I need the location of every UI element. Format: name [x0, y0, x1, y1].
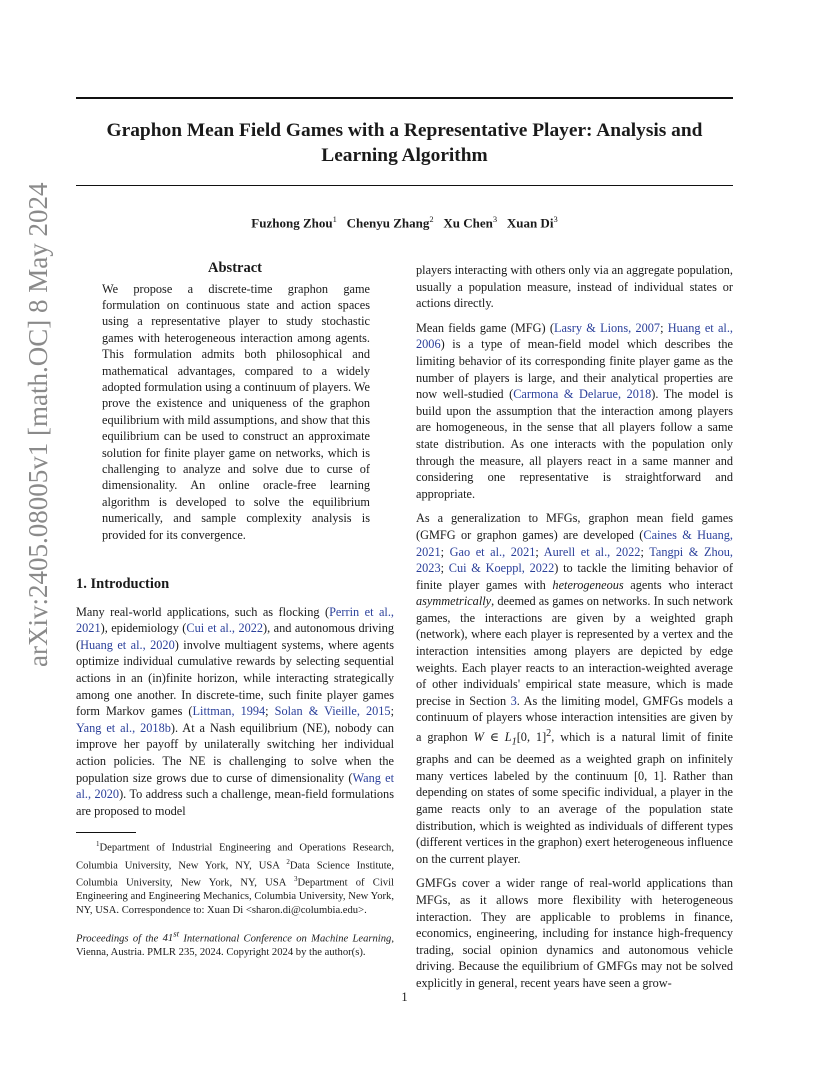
title-bottom-rule — [76, 185, 733, 186]
author-name: Xuan Di — [506, 215, 554, 231]
citation-link[interactable]: Littman, 1994 — [192, 704, 266, 719]
author-affiliation: 3 — [553, 214, 558, 224]
author-name: Chenyu Zhang — [346, 215, 430, 231]
math-expression: [0, 1] — [633, 768, 664, 783]
page-number: 1 — [401, 990, 408, 1004]
section-link[interactable]: 3 — [510, 693, 517, 708]
top-rule — [76, 97, 733, 99]
author-affiliation: 2 — [429, 214, 434, 224]
arxiv-sidebar-label: arXiv:2405.08005v1 [math.OC] 8 May 2024 — [23, 182, 53, 667]
body-paragraph: players interacting with others only via an aggregate population, usually a population measure, instead of individual states or actions directly. — [416, 263, 733, 311]
author-affiliation: 3 — [492, 214, 498, 224]
citation-link[interactable]: Huang et al., 2006 — [416, 320, 733, 352]
citation-link[interactable]: Cui & Koeppl, 2022 — [448, 561, 555, 576]
citation-link[interactable]: Perrin et al., 2021 — [76, 604, 394, 636]
citation-link[interactable]: Aurell et al., 2022 — [543, 544, 641, 559]
abstract-heading: Abstract — [208, 260, 262, 276]
section-heading-introduction: 1. Introduction — [76, 576, 170, 593]
citation-link[interactable]: Yang et al., 2018b — [76, 720, 171, 735]
author-name: Fuzhong Zhou — [251, 215, 333, 231]
abstract-text: We propose a discrete-time graphon game formulation on continuous state and action spaces using a representative player to study stochastic games with heterogeneous interaction among agents. This formulation admits both philosophical and mathematical advantages, compared to a widely adopted formulation using a continuum of players. We prove the existence and uniqueness of the graphon equilibrium with mild assumptions, and show that this equilibrium can be used to construct an approximate solution for finite player game on networks, which is challenging to analyze and solve due to curse of dimensionality. An online oracle-free learning algorithm is developed to solve the equilibrium numerically, and sample complexity analysis is provided for its convergence. — [102, 281, 370, 542]
author-name: Xu Chen — [443, 215, 493, 231]
paper-title: Graphon Mean Field Games with a Representative Player: Analysis and Learning Algorithm — [106, 120, 703, 166]
affiliation-footnote: $^1$Department of Industrial Engineering and Operations Research, Columbia University, New York, NY, USA $^2$Data Science Institute, Columbia University, New York, NY, USA $^3$Department of Civil Engineering and Engineering Mechanics, Columbia University, New York, NY, USA. Correspondence to: Xuan Di <sharon.di@columbia.edu>. — [76, 840, 395, 916]
math-expression: W ∈ $L_1$ — [473, 730, 517, 748]
author-affiliation: 1 — [332, 214, 337, 224]
body-paragraph: As a generalization to MFGs, graphon mean field games (GMFG or graphon games) are developed (Caines & Huang, 2021; Gao et al., 2021; Aurell et al., 2022; Tangpi & Zhou, 2023; Cui & Koeppl, 2022) to tackle the limiting behavior of finite player games with heterogeneous agents who interact asymmetrically, deemed as games on networks. In such network games, the interactions are given by a weighted graph (network), where each player is represented by a vertex and the interaction intensities among players are depicted by edge weights. Each player reacts to an interaction-weighted average of other individuals' empirical state measure, which is made precise in Section 3. As the limiting model, GMFGs models a continuum of players whose interaction intensities are given by a graphon W ∈ $L_1[0$, 1]$^2$, which is a natural limit of finite graphs and can be deemed as a weighted graph on infinitely many vertices labeled by the continuum [0, 1]. Rather than depending on states of some specific individual, a player in the game reacts only to an average of the population state distribution, which is weighted as individuals of different types (different vertices in the graphon) exert heterogeneous influence on the current player. — [416, 511, 733, 866]
body-paragraph: GMFGs cover a wider range of real-world applications than MFGs, as it allows more flexibility with heterogeneous interaction. They are applicable to problems in finance, economics, engineering, including for instance high-frequency trading, social opinion dynamics and autonomous vehicle driving. Because the equilibrium of GMFGs may not be solved explicitly in general, recent years have seen a grow- — [416, 876, 733, 990]
body-paragraph: Mean fields game (MFG) (Lasry & Lions, 2007; Huang et al., 2006) is a type of mean-field model which describes the limiting behavior of its corresponding finite player game as the number of players is large, and their analytical properties are now well-studied (Carmona & Delarue, 2018). The model is build upon the assumption that the interaction among players are homogeneous, in the sense that all players follow a same state distribution. As one interacts with the population only through the measure, all players react in a same manner and considering one representative is straightforward and appropriate. — [416, 320, 733, 501]
footnote-rule — [76, 832, 136, 833]
citation-link[interactable]: Caines & Huang, 2021 — [416, 527, 733, 559]
left-column — [76, 260, 394, 959]
citation-link[interactable]: Tangpi & Zhou, 2023 — [416, 544, 733, 576]
citation-link[interactable]: Huang et al., 2020 — [80, 637, 175, 652]
citation-link[interactable]: Lasry & Lions, 2007 — [553, 320, 661, 335]
citation-link[interactable]: Gao et al., 2021 — [449, 544, 536, 559]
citation-link[interactable]: Cui et al., 2022 — [186, 621, 264, 636]
right-column — [416, 262, 733, 991]
intro-paragraph: Many real-world applications, such as flocking (Perrin et al., 2021), epidemiology (Cui et al., 2022), and autonomous driving (Huang et al., 2020) involve multiagent systems, where agents optimize individual cumulative rewards by selecting sequential actions in an (in)finite horizon, while interacting strategically among one another. In discrete-time, such finite player games form Markov games (Littman, 1994; Solan & Vieille, 2015; Yang et al., 2018b). At a Nash equilibrium (NE), nobody can improve her payoff by unilaterally switching her individual action policies. The NE is challenging to solve when the population size grows due to curse of dimensionality (Wang et al., 2020). To address such a challenge, mean-field formulations are proposed to model — [76, 604, 395, 818]
proceedings-note: Proceedings of the 41st International Conference on Machine Learning, Vienna, Austria. PMLR 235, 2024. Copyright 2024 by the author(s). — [76, 928, 394, 958]
citation-link[interactable]: Solan & Vieille, 2015 — [274, 704, 391, 719]
author-list — [76, 214, 733, 231]
citation-link[interactable]: Carmona & Delarue, 2018 — [513, 387, 652, 402]
citation-link[interactable]: Wang et al., 2020 — [76, 770, 395, 802]
